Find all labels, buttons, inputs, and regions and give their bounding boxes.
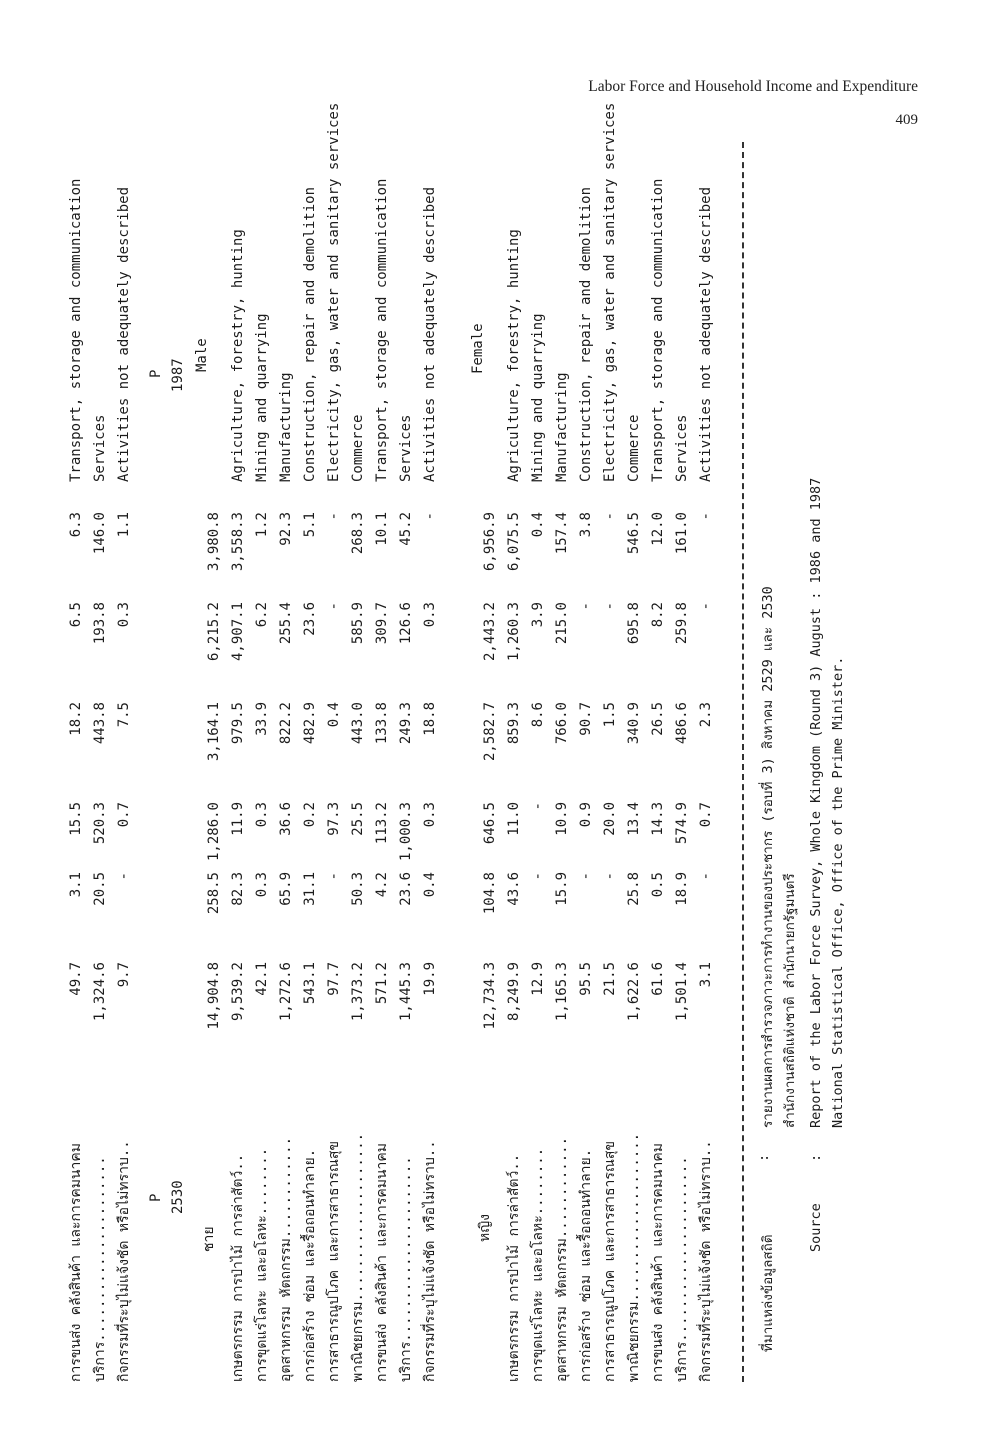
cell-value: 3,980.8: [206, 512, 222, 572]
cell-value: 23.6: [302, 602, 318, 636]
row-label-thai: กิจกรรมที่ระบุไม่แจ้งชัด หรือไม่ทราบ..: [422, 1140, 438, 1382]
cell-value: 2,582.7: [482, 702, 498, 762]
row-label-thai: การขนส่ง คลังสินค้า และการคมนาคม: [374, 1143, 390, 1382]
cell-value: 20.5: [92, 872, 108, 906]
cell-value: 695.8: [626, 602, 642, 645]
cell-value: 12.0: [650, 512, 666, 546]
row-label-english: Manufacturing: [278, 372, 294, 482]
row-label-english: Transport, storage and communication: [374, 178, 390, 482]
row-label-english: Electricity, gas, water and sanitary services: [602, 102, 618, 482]
cell-value: 249.3: [398, 702, 414, 745]
table-row: [624, 142, 645, 1382]
male-label-thai: ชาย: [201, 1226, 217, 1252]
cell-value: 11.0: [506, 802, 522, 836]
cell-value: 10.1: [374, 512, 390, 546]
cell-value: 11.9: [230, 802, 246, 836]
cell-value: 6.3: [68, 512, 84, 538]
female-total-row: [480, 142, 501, 1382]
row-label-english: Commerce: [350, 414, 366, 482]
cell-value: 859.3: [506, 702, 522, 745]
cell-value: 268.3: [350, 512, 366, 555]
cell-value: 443.0: [350, 702, 366, 745]
cell-value: 3,558.3: [230, 512, 246, 572]
cell-value: 486.6: [674, 702, 690, 745]
cell-value: 14.3: [650, 802, 666, 836]
cell-value: 2,443.2: [482, 602, 498, 662]
table-row: [114, 142, 135, 1382]
cell-value: 61.6: [650, 962, 666, 996]
row-label-thai: การขนส่ง คลังสินค้า และการคมนาคม: [68, 1143, 84, 1382]
row-label-thai: บริการ......................: [92, 1156, 108, 1382]
row-label-thai: การสาธารณูปโภค และการสาธารณสุข: [602, 1140, 618, 1382]
cell-value: 1,501.4: [674, 962, 690, 1022]
source-colon: :: [756, 1153, 772, 1162]
cell-value: 543.1: [302, 962, 318, 1005]
table-row: [90, 142, 111, 1382]
row-label-english: Agriculture, forestry, hunting: [230, 229, 246, 482]
cell-value: 822.2: [278, 702, 294, 745]
table-row: [324, 102, 345, 1382]
cell-value: 0.3: [254, 802, 270, 828]
row-label-english: Construction, repair and demolition: [302, 186, 318, 482]
cell-value: 95.5: [578, 962, 594, 996]
cell-value: 1,000.3: [398, 802, 414, 862]
cell-value: 146.0: [92, 512, 108, 555]
table-row: [300, 142, 321, 1382]
cell-value: 0.3: [422, 802, 438, 828]
cell-value: 546.5: [626, 512, 642, 555]
cell-value: 90.7: [578, 702, 594, 736]
cell-value: 2.3: [698, 702, 714, 728]
cell-value: 258.5: [206, 872, 222, 915]
cell-value: 0.4: [326, 702, 342, 728]
source-thai-line1: รายงานผลการสำรวจภาวะการทำงานของประชากร (รอบที่ 3) สิงหาคม 2529 และ 2530: [760, 586, 776, 1128]
section-year-english: 1987: [170, 358, 186, 392]
cell-value: 0.3: [422, 602, 438, 628]
cell-value: -: [578, 872, 594, 881]
cell-value: 646.5: [482, 802, 498, 845]
table-row: [504, 142, 525, 1382]
table-row: [252, 142, 273, 1382]
cell-value: 259.8: [674, 602, 690, 645]
row-label-english: Mining and quarrying: [254, 313, 270, 482]
cell-value: 0.7: [698, 802, 714, 828]
row-label-thai: พาณิชยกรรม....................: [350, 1132, 366, 1382]
cell-value: 5.1: [302, 512, 318, 538]
cell-value: 15.5: [68, 802, 84, 836]
cell-value: -: [578, 602, 594, 611]
table-row: [552, 142, 573, 1382]
row-label-english: Services: [398, 414, 414, 482]
row-label-thai: อุตสาหกรรม หัตถกรรม............: [278, 1137, 294, 1382]
cell-value: -: [602, 872, 618, 881]
cell-value: 6,215.2: [206, 602, 222, 662]
cell-value: 571.2: [374, 962, 390, 1005]
cell-value: 8,249.9: [506, 962, 522, 1022]
table-row: [576, 142, 597, 1382]
cell-value: 0.9: [578, 802, 594, 828]
cell-value: 18.9: [674, 872, 690, 906]
cell-value: 3.1: [68, 872, 84, 898]
cell-value: 0.4: [422, 872, 438, 898]
cell-value: 6,956.9: [482, 512, 498, 572]
cell-value: 9.7: [116, 962, 132, 988]
row-label-english: Commerce: [626, 414, 642, 482]
cell-value: 8.2: [650, 602, 666, 628]
row-label-english: Transport, storage and communication: [650, 178, 666, 482]
cell-value: -: [326, 602, 342, 611]
cell-value: -: [116, 872, 132, 881]
cell-value: 12.9: [530, 962, 546, 996]
cell-value: 574.9: [674, 802, 690, 845]
cell-value: 50.3: [350, 872, 366, 906]
row-label-thai: การขนส่ง คลังสินค้า และการคมนาคม: [650, 1143, 666, 1382]
row-label-thai: การสาธารณูปโภค และการสาธารณสุข: [326, 1140, 342, 1382]
cell-value: 45.2: [398, 512, 414, 546]
cell-value: 482.9: [302, 702, 318, 745]
cell-value: 42.1: [254, 962, 270, 996]
cell-value: 979.5: [230, 702, 246, 745]
cell-value: 1,373.2: [350, 962, 366, 1022]
cell-value: 1,445.3: [398, 962, 414, 1022]
cell-value: 6.2: [254, 602, 270, 628]
row-label-thai: กิจกรรมที่ระบุไม่แจ้งชัด หรือไม่ทราบ..: [116, 1140, 132, 1382]
section-marker-thai: P: [148, 1193, 164, 1202]
cell-value: -: [530, 802, 546, 811]
cell-value: 443.8: [92, 702, 108, 745]
cell-value: -: [326, 872, 342, 881]
row-label-english: Activities not adequately described: [422, 186, 438, 482]
cell-value: 133.8: [374, 702, 390, 745]
cell-value: 20.0: [602, 802, 618, 836]
cell-value: 33.9: [254, 702, 270, 736]
cell-value: 1.1: [116, 512, 132, 538]
table-bottom-rule: [742, 142, 744, 1382]
table-row: [672, 142, 693, 1382]
source-english-line1: Report of the Labor Force Survey, Whole Kingdom (Round 3) August : 1986 and 1987: [808, 477, 824, 1128]
row-label-thai: บริการ......................: [674, 1156, 690, 1382]
row-label-english: Electricity, gas, water and sanitary services: [326, 102, 342, 482]
table-row: [372, 142, 393, 1382]
cell-value: 25.5: [350, 802, 366, 836]
cell-value: 0.2: [302, 802, 318, 828]
row-label-english: Manufacturing: [554, 372, 570, 482]
row-label-english: Construction, repair and demolition: [578, 186, 594, 482]
cell-value: -: [602, 602, 618, 611]
row-label-thai: การขุดแร่โลหะ และอโลหะ........: [254, 1147, 270, 1382]
row-label-english: Mining and quarrying: [530, 313, 546, 482]
cell-value: 4.2: [374, 872, 390, 898]
male-total-row: [204, 142, 225, 1382]
source-label-thai: ที่มาแหล่งข้อมูลสถิติ: [760, 1234, 776, 1352]
cell-value: 6.5: [68, 602, 84, 628]
cell-value: 9,539.2: [230, 962, 246, 1022]
cell-value: 97.7: [326, 962, 342, 996]
cell-value: 18.8: [422, 702, 438, 736]
cell-value: 1,165.3: [554, 962, 570, 1022]
row-label-english: Transport, storage and communication: [68, 178, 84, 482]
row-label-thai: การก่อสร้าง ซ่อม และรื้อถอนทำลาย.: [578, 1148, 594, 1382]
row-label-thai: กิจกรรมที่ระบุไม่แจ้งชัด หรือไม่ทราบ..: [698, 1140, 714, 1382]
table-row: [696, 142, 717, 1382]
cell-value: -: [698, 512, 714, 521]
cell-value: 6,075.5: [506, 512, 522, 572]
cell-value: 104.8: [482, 872, 498, 915]
running-header-title: Labor Force and Household Income and Expenditure: [588, 78, 918, 95]
cell-value: 25.8: [626, 872, 642, 906]
row-label-english: Services: [674, 414, 690, 482]
cell-value: 92.3: [278, 512, 294, 546]
row-label-thai: การขุดแร่โลหะ และอโลหะ........: [530, 1147, 546, 1382]
cell-value: 36.6: [278, 802, 294, 836]
cell-value: 0.5: [650, 872, 666, 898]
table-row: [420, 142, 441, 1382]
cell-value: -: [422, 512, 438, 521]
cell-value: 13.4: [626, 802, 642, 836]
cell-value: 10.9: [554, 802, 570, 836]
rotated-table: [52, 102, 924, 1382]
cell-value: 8.6: [530, 702, 546, 728]
female-label-thai: หญิง: [477, 1214, 493, 1242]
cell-value: 14,904.8: [206, 962, 222, 1030]
cell-value: 31.1: [302, 872, 318, 906]
cell-value: 18.2: [68, 702, 84, 736]
cell-value: 215.0: [554, 602, 570, 645]
cell-value: 7.5: [116, 702, 132, 728]
table-row: [396, 142, 417, 1382]
cell-value: 0.4: [530, 512, 546, 538]
cell-value: 26.5: [650, 702, 666, 736]
cell-value: 520.3: [92, 802, 108, 845]
row-label-english: Activities not adequately described: [698, 186, 714, 482]
table-row: [228, 142, 249, 1382]
source-english-line2: National Statistical Office, Office of the Prime Minister.: [830, 656, 846, 1128]
page-number: 409: [895, 112, 918, 128]
table-row: [276, 142, 297, 1382]
row-label-english: Services: [92, 414, 108, 482]
cell-value: 126.6: [398, 602, 414, 645]
cell-value: 3.8: [578, 512, 594, 538]
cell-value: 1,622.6: [626, 962, 642, 1022]
cell-value: 97.3: [326, 802, 342, 836]
cell-value: 0.7: [116, 802, 132, 828]
cell-value: 585.9: [350, 602, 366, 645]
table-row: [600, 102, 621, 1382]
female-label-english: Female: [470, 323, 486, 374]
cell-value: 4,907.1: [230, 602, 246, 662]
table-row: [528, 142, 549, 1382]
cell-value: -: [698, 602, 714, 611]
row-label-thai: อุตสาหกรรม หัตถกรรม............: [554, 1137, 570, 1382]
row-label-thai: เกษตรกรรม การป่าไม้ การล่าสัตว์..: [230, 1153, 246, 1382]
table-row: [648, 142, 669, 1382]
table-row: [66, 142, 87, 1382]
row-label-thai: บริการ......................: [398, 1156, 414, 1382]
section-marker-english: P: [148, 369, 164, 378]
cell-value: 309.7: [374, 602, 390, 645]
cell-value: 15.9: [554, 872, 570, 906]
cell-value: 340.9: [626, 702, 642, 745]
cell-value: -: [602, 512, 618, 521]
cell-value: 157.4: [554, 512, 570, 555]
cell-value: 12,734.3: [482, 962, 498, 1030]
cell-value: -: [326, 512, 342, 521]
cell-value: 0.3: [116, 602, 132, 628]
cell-value: 766.0: [554, 702, 570, 745]
cell-value: 113.2: [374, 802, 390, 845]
cell-value: 1.2: [254, 512, 270, 538]
cell-value: 193.8: [92, 602, 108, 645]
cell-value: 1,260.3: [506, 602, 522, 662]
cell-value: 19.9: [422, 962, 438, 996]
cell-value: 23.6: [398, 872, 414, 906]
cell-value: 21.5: [602, 962, 618, 996]
source-colon: :: [808, 1153, 824, 1162]
row-label-thai: การก่อสร้าง ซ่อม และรื้อถอนทำลาย.: [302, 1148, 318, 1382]
cell-value: 1,286.0: [206, 802, 222, 862]
cell-value: 3,164.1: [206, 702, 222, 762]
source-thai-line2: สำนักงานสถิติแห่งชาติ สำนักนายกรัฐมนตรี: [782, 873, 798, 1128]
section-year-thai: 2530: [170, 1180, 186, 1214]
table-row: [348, 142, 369, 1382]
cell-value: 82.3: [230, 872, 246, 906]
cell-value: 3.9: [530, 602, 546, 628]
cell-value: 0.3: [254, 872, 270, 898]
cell-value: 3.1: [698, 962, 714, 988]
cell-value: 43.6: [506, 872, 522, 906]
cell-value: -: [698, 872, 714, 881]
row-label-thai: พาณิชยกรรม....................: [626, 1132, 642, 1382]
cell-value: 255.4: [278, 602, 294, 645]
cell-value: 1,272.6: [278, 962, 294, 1022]
row-label-thai: เกษตรกรรม การป่าไม้ การล่าสัตว์..: [506, 1153, 522, 1382]
row-label-english: Activities not adequately described: [116, 186, 132, 482]
source-label-english: Source: [808, 1203, 824, 1252]
cell-value: -: [530, 872, 546, 881]
male-label-english: Male: [194, 338, 210, 372]
cell-value: 1.5: [602, 702, 618, 728]
cell-value: 161.0: [674, 512, 690, 555]
cell-value: 1,324.6: [92, 962, 108, 1022]
row-label-english: Agriculture, forestry, hunting: [506, 229, 522, 482]
cell-value: 65.9: [278, 872, 294, 906]
cell-value: 49.7: [68, 962, 84, 996]
